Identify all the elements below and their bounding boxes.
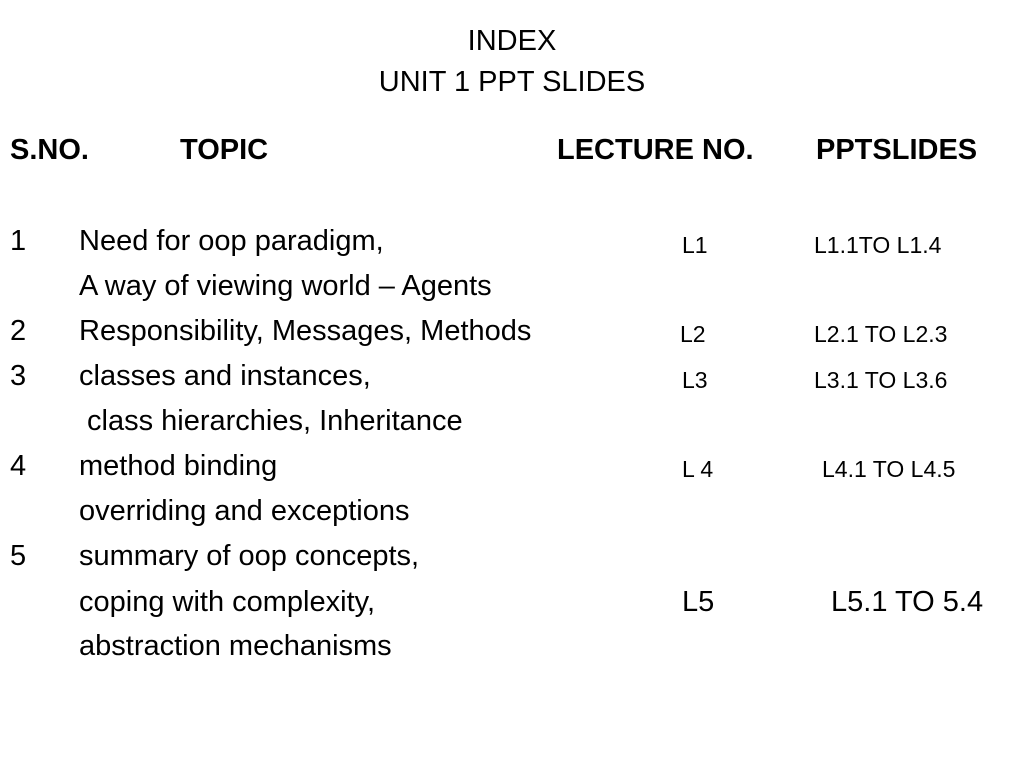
topic-text: overriding and exceptions [79,495,410,527]
column-header-sno: S.NO. [10,134,89,166]
row-number: 3 [10,360,27,392]
lecture-number: L 4 [682,456,714,482]
slide-range: L3.1 TO L3.6 [814,367,948,393]
lecture-number: L1 [682,232,708,258]
slide-range: L2.1 TO L2.3 [814,321,948,347]
slide-range: L5.1 TO 5.4 [831,586,984,618]
page-subtitle: UNIT 1 PPT SLIDES [378,66,646,98]
row-number: 1 [10,225,27,257]
column-header-slides: PPTSLIDES [816,134,978,166]
topic-text: abstraction mechanisms [79,630,392,662]
topic-text: class hierarchies, Inheritance [87,405,463,437]
column-header-topic: TOPIC [180,134,269,166]
topic-text: Need for oop paradigm, [79,225,384,257]
slide-range: L1.1TO L1.4 [814,232,942,258]
row-number: 5 [10,540,27,572]
topic-text: summary of oop concepts, [79,540,420,572]
row-number: 4 [10,450,27,482]
page-title: INDEX [467,25,557,57]
row-number: 2 [10,315,27,347]
topic-text: Responsibility, Messages, Methods [79,315,532,347]
lecture-number: L2 [680,321,706,347]
column-header-lecture: LECTURE NO. [557,134,754,166]
lecture-number: L3 [682,367,708,393]
topic-text: A way of viewing world – Agents [79,270,492,302]
topic-text: method binding [79,450,278,482]
slide-range: L4.1 TO L4.5 [822,456,956,482]
topic-text: classes and instances, [79,360,371,392]
topic-text: coping with complexity, [79,586,376,618]
lecture-number: L5 [682,586,715,618]
